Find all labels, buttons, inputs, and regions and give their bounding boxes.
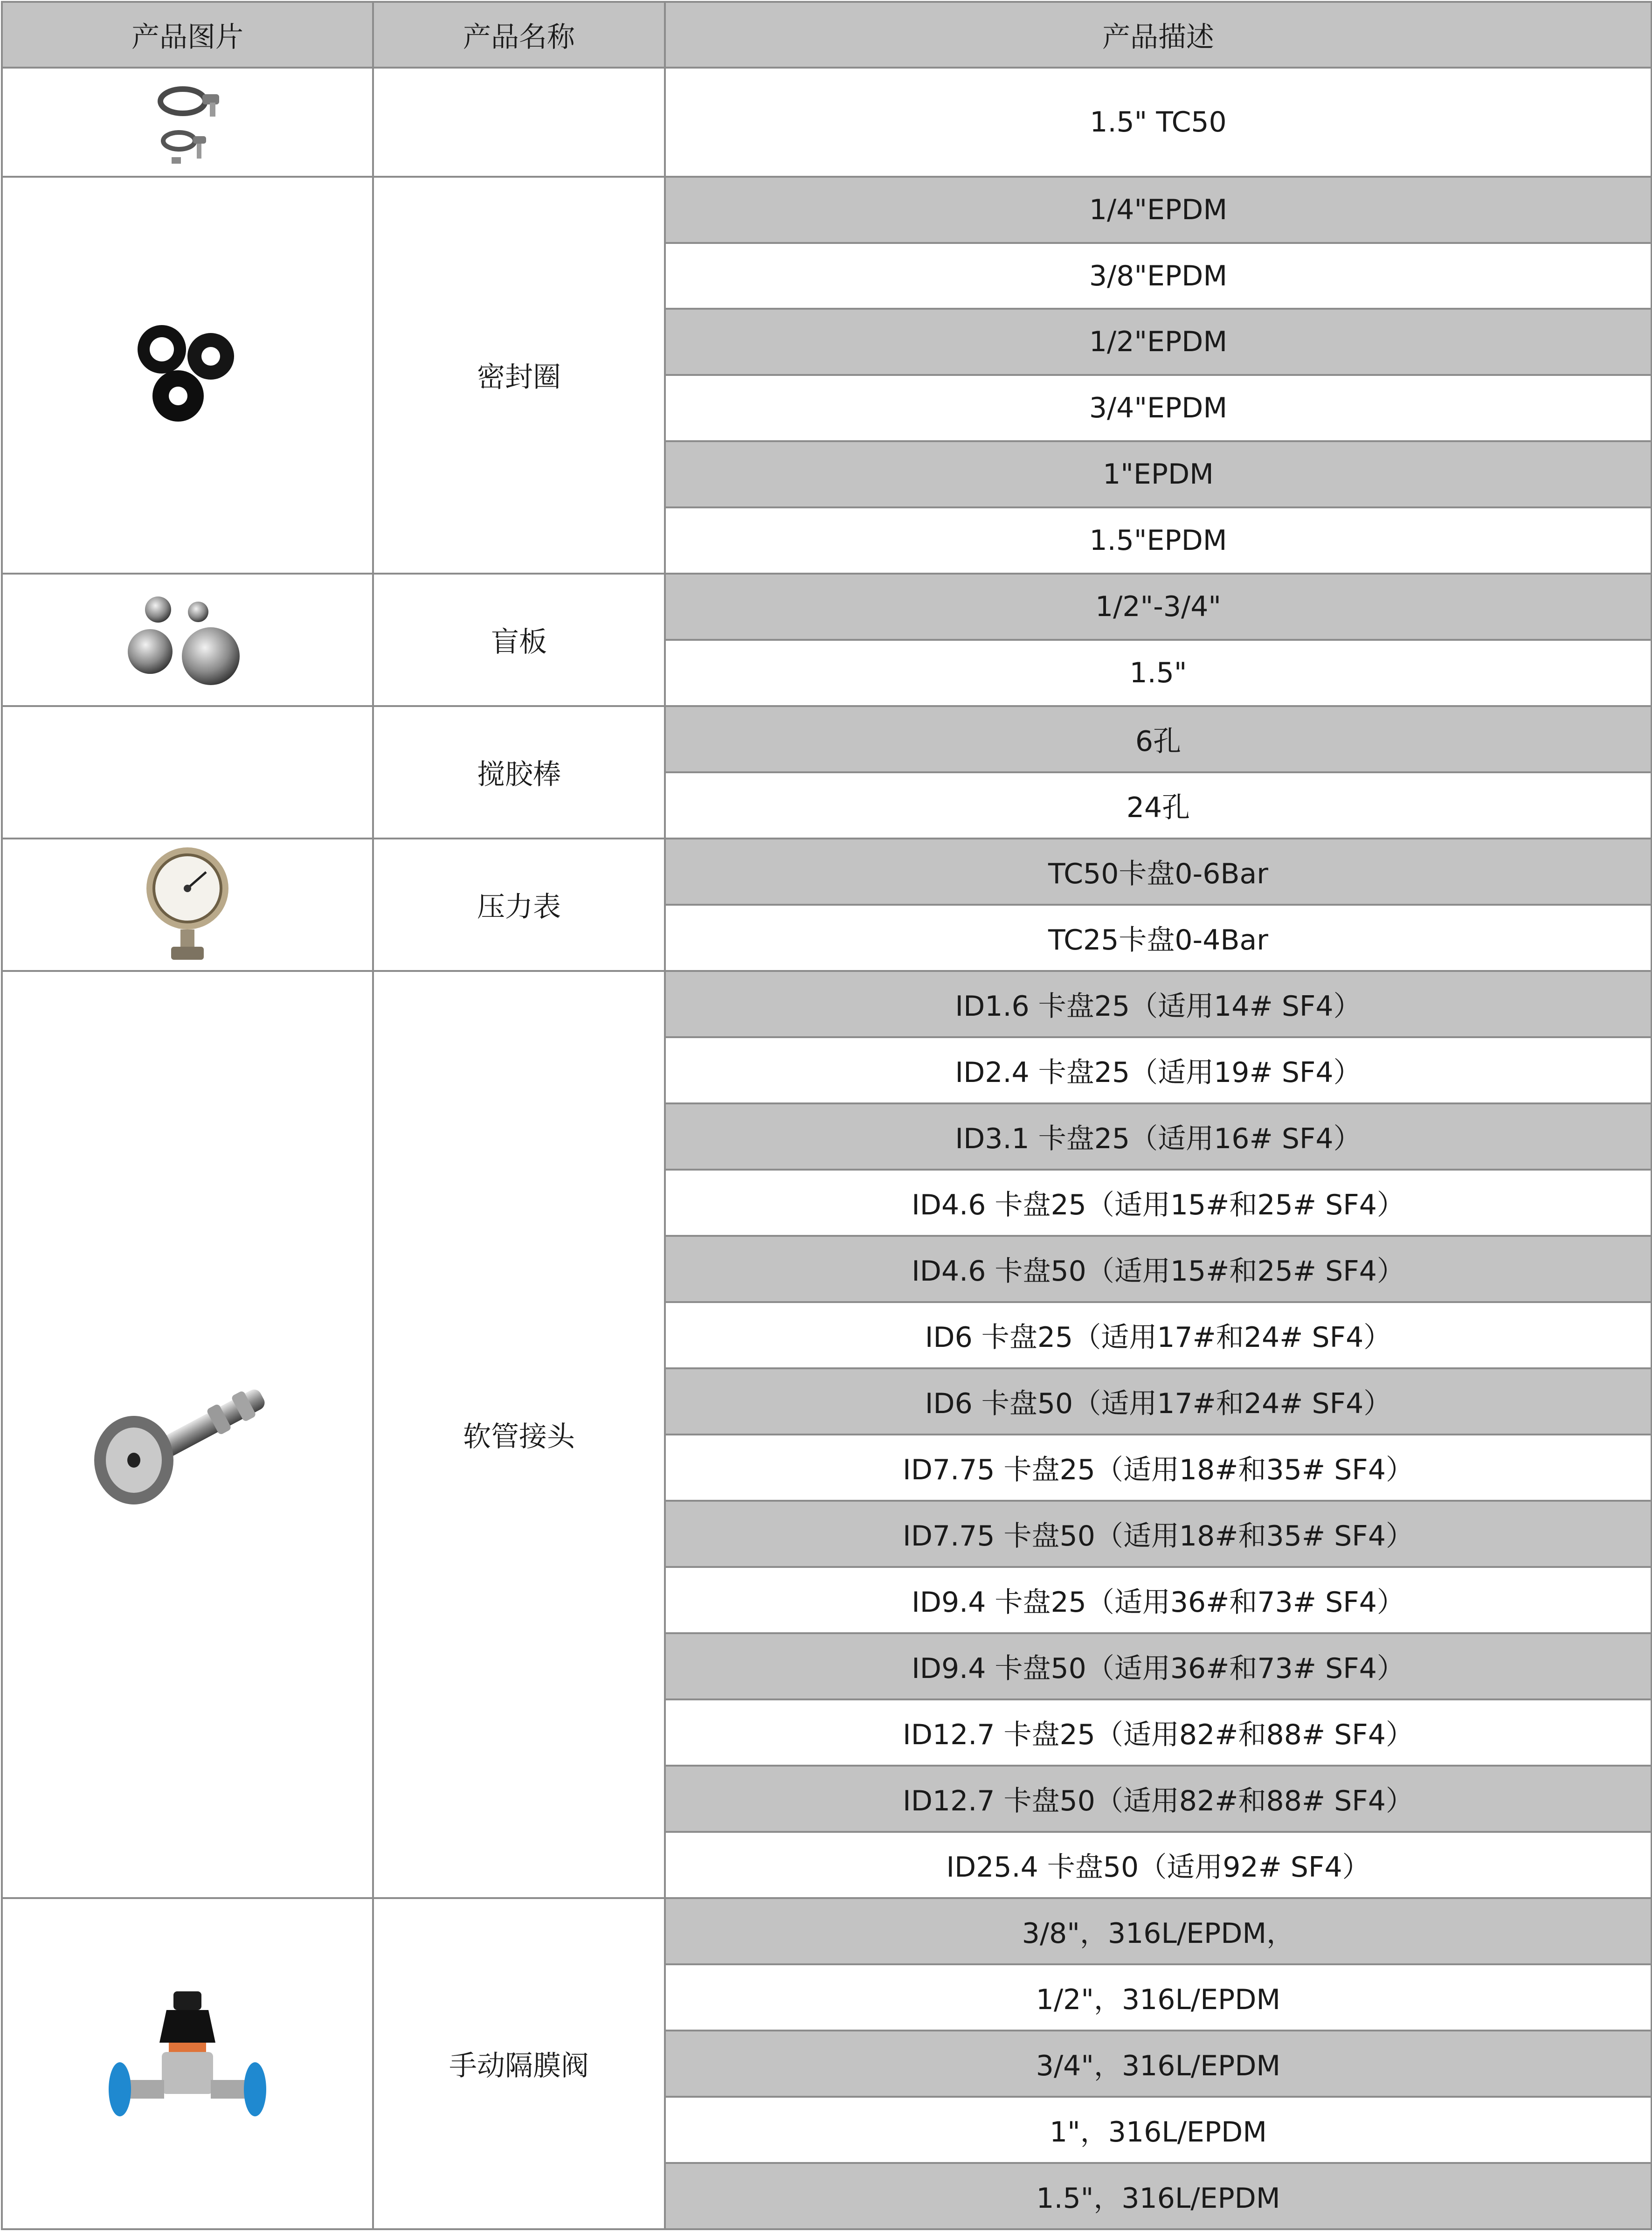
product-description: ID7.75 卡盘50（适用18#和35# SF4）: [665, 1501, 1652, 1567]
product-table: [1, 1, 1652, 2230]
product-description: 3/4"，316L/EPDM: [665, 2031, 1652, 2097]
product-description: ID4.6 卡盘25（适用15#和25# SF4）: [665, 1170, 1652, 1236]
product-image-cell: [2, 177, 373, 574]
product-image-cell: [2, 1898, 373, 2229]
product-description: ID12.7 卡盘25（适用82#和88# SF4）: [665, 1699, 1652, 1766]
clamp-photo-icon: [150, 76, 225, 169]
product-description: TC25卡盘0-4Bar: [665, 905, 1652, 971]
product-name-cell: 压力表: [373, 839, 665, 971]
product-description: ID25.4 卡盘50（适用92# SF4）: [665, 1832, 1652, 1898]
product-description: 24孔: [665, 772, 1652, 839]
product-description: 1"EPDM: [665, 441, 1652, 507]
table-header-row: [2, 2, 1652, 68]
product-description: ID2.4 卡盘25（适用19# SF4）: [665, 1037, 1652, 1103]
product-description: ID9.4 卡盘50（适用36#和73# SF4）: [665, 1633, 1652, 1699]
product-description: 3/4"EPDM: [665, 375, 1652, 441]
header-description-column: 产品描述: [665, 2, 1652, 68]
product-description: 1.5"，316L/EPDM: [665, 2163, 1652, 2229]
table-row: [2, 177, 1652, 243]
product-image-cell: [2, 971, 373, 1898]
header-image-column: 产品图片: [2, 2, 373, 68]
product-description: ID3.1 卡盘25（适用16# SF4）: [665, 1103, 1652, 1170]
hose-barb-connector-photo-icon: [90, 1351, 285, 1518]
product-image-cell: [2, 839, 373, 971]
product-name-cell: [373, 68, 665, 177]
product-description: ID9.4 卡盘25（适用36#和73# SF4）: [665, 1567, 1652, 1633]
product-name-cell: 盲板: [373, 574, 665, 706]
product-description: ID1.6 卡盘25（适用14# SF4）: [665, 971, 1652, 1037]
product-description: 3/8"，316L/EPDM，: [665, 1898, 1652, 1964]
table-row: [2, 574, 1652, 640]
product-description: ID12.7 卡盘50（适用82#和88# SF4）: [665, 1766, 1652, 1832]
product-description: ID7.75 卡盘25（适用18#和35# SF4）: [665, 1435, 1652, 1501]
product-description: TC50卡盘0-6Bar: [665, 839, 1652, 905]
table-row: [2, 1898, 1652, 1964]
product-description: 6孔: [665, 706, 1652, 772]
product-description: ID4.6 卡盘50（适用15#和25# SF4）: [665, 1236, 1652, 1302]
product-description: 1/2"-3/4": [665, 574, 1652, 640]
table-row: [2, 971, 1652, 1037]
product-description: ID6 卡盘50（适用17#和24# SF4）: [665, 1368, 1652, 1435]
product-description: 1.5": [665, 640, 1652, 706]
product-image-cell: [2, 68, 373, 177]
header-name-column: 产品名称: [373, 2, 665, 68]
blind-plate-photo-icon: [124, 593, 250, 686]
product-description: 1.5" TC50: [665, 68, 1652, 177]
product-description: 1/2"，316L/EPDM: [665, 1964, 1652, 2031]
gasket-rings-photo-icon: [134, 321, 241, 429]
product-image-cell: [2, 574, 373, 706]
product-name-cell: 密封圈: [373, 177, 665, 574]
product-name-cell: 手动隔膜阀: [373, 1898, 665, 2229]
product-description: ID6 卡盘25（适用17#和24# SF4）: [665, 1302, 1652, 1368]
diaphragm-valve-photo-icon: [104, 1987, 271, 2141]
product-name-cell: 软管接头: [373, 971, 665, 1898]
product-image-cell: [2, 706, 373, 839]
product-description: 1"，316L/EPDM: [665, 2097, 1652, 2163]
product-description: 1.5"EPDM: [665, 507, 1652, 574]
product-description: 3/8"EPDM: [665, 243, 1652, 309]
table-row: [2, 68, 1652, 177]
pressure-gauge-photo-icon: [141, 846, 234, 963]
table-row: [2, 706, 1652, 772]
table-row: [2, 839, 1652, 905]
product-name-cell: 搅胶棒: [373, 706, 665, 839]
product-description: 1/2"EPDM: [665, 309, 1652, 375]
product-description: 1/4"EPDM: [665, 177, 1652, 243]
